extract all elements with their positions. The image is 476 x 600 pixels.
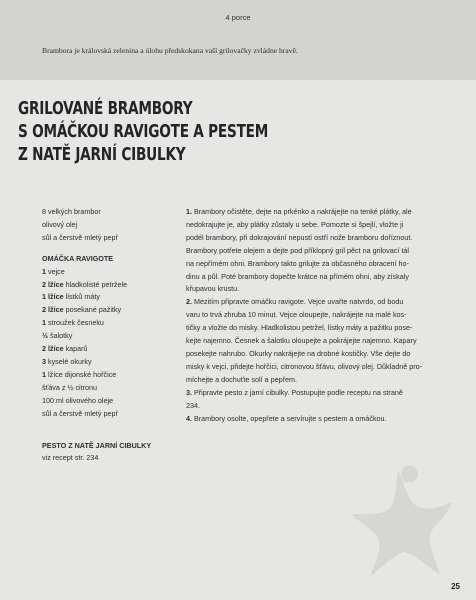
ingredient-name: šalotky <box>48 331 73 341</box>
sauce-section-title: OMÁČKA RAVIGOTE <box>42 253 114 263</box>
ingredient-item: šťáva z ½ citronu <box>42 382 98 392</box>
step-text: varu to trvá zhruba 10 minut. Vejce oloupejte, nakrájejte na malé kos- <box>186 310 407 320</box>
intro-text: Brambora je královská zelenina a úlohu předskokana vaší grilovačky zvládne hravě. <box>42 46 298 55</box>
ingredient-qty: 1 <box>42 369 46 379</box>
pesto-reference: viz recept str. 234 <box>42 453 99 463</box>
step-text: Brambory očistěte, dejte na prkénko a nakrájejte na tenké plátky, ale <box>192 207 412 216</box>
ingredient-item <box>42 330 182 343</box>
step-text: dinu a půl. Poté brambory dopečte krátce na přímém ohni, aby získaly <box>186 271 409 281</box>
step-text: tičky a vložte do misky. Hladkolistou petržel, lístky máty a pažitku pose- <box>186 323 413 333</box>
ingredient-item: 100 ml olivového oleje <box>42 395 114 405</box>
ingredient-item <box>42 317 182 330</box>
ingredient-item: 8 velkých brambor <box>42 207 101 216</box>
ingredient-name: hladkolisté petržele <box>63 279 128 289</box>
ingredient-name: kyselé okurky <box>46 356 92 366</box>
ingredient-qty: 2 lžíce <box>42 344 64 354</box>
recipe-title-line-2: S OMÁČKOU RAVIGOTE A PESTEM <box>18 122 269 142</box>
step-4 <box>186 413 451 426</box>
ingredient-item <box>42 343 182 356</box>
ingredient-item: sůl a čerstvě mletý pepř <box>42 408 118 418</box>
ingredient-item: olivový olej <box>42 219 78 229</box>
ingredient-qty: 2 lžíce <box>42 305 64 315</box>
ingredient-qty: 2 lžíce <box>42 279 64 289</box>
ingredient-item: sůl a čerstvě mletý pepř <box>42 232 118 242</box>
step-number: 2. <box>186 297 192 307</box>
steps-column <box>186 206 451 425</box>
step-text: 234. <box>186 400 200 410</box>
step-text: křupavou krustu. <box>186 284 240 294</box>
step-text: na nepřímém ohni. Brambory takto grilujte za občasného obracení ho- <box>186 258 409 268</box>
ingredient-name: lístků máty <box>63 292 100 302</box>
ingredient-qty: 3 <box>42 356 46 366</box>
step-text: podél brambory, při dokrajování nepustí ostří nože bramboru doříznout. <box>186 232 413 242</box>
ingredient-name: stroužek česneku <box>46 318 104 328</box>
ingredient-qty: ½ <box>42 331 48 341</box>
step-text: posekejte nahrubo. Okurky nakrájejte na drobné kostičky. Vše dejte do <box>186 348 411 358</box>
recipe-title-line-3: Z NATĚ JARNÍ CIBULKY <box>18 145 186 165</box>
step-text: Připravte pesto z jarní cibulky. Postupujte podle receptu na straně <box>192 387 403 397</box>
step-text: Brambory potřete olejem a dejte pod příklopný gril pěct na grilovací tál <box>186 245 409 255</box>
step-text: nedokrajujte je, aby plátky zůstaly u sebe. Pomozte si špejlí, vložte ji <box>186 219 404 229</box>
ingredient-item <box>42 304 182 317</box>
step-text: míchejte a dochuťte solí a pepřem. <box>186 374 297 384</box>
step-2 <box>186 296 451 386</box>
page-header-band <box>0 0 476 80</box>
step-text: Brambory osolte, opepřete a servírujte s pestem a omáčkou. <box>192 413 387 423</box>
step-number: 1. <box>186 207 192 216</box>
step-text: Mezitím připravte omáčku ravigote. Vejce uvařte natvrdo, od bodu <box>192 297 404 307</box>
step-number: 3. <box>186 387 192 397</box>
ingredient-name: lžíce dijonské hořčice <box>46 369 117 379</box>
ingredient-qty: 1 <box>42 266 46 276</box>
ingredient-item <box>42 356 182 369</box>
ingredient-qty: 1 <box>42 318 46 328</box>
ingredient-qty: 1 lžíce <box>42 292 64 302</box>
ingredient-name: posekané pažitky <box>63 305 122 315</box>
servings-label: 4 porce <box>225 13 251 22</box>
ingredient-item <box>42 266 182 279</box>
ingredients-column <box>42 206 182 465</box>
page-number: 25 <box>451 582 460 591</box>
ingredient-name: vejce <box>46 266 65 276</box>
step-number: 4. <box>186 413 192 423</box>
step-1 <box>186 206 451 296</box>
step-text: misky k vejci, přidejte hořčici, citronovou šťávu, olivový olej. Důkladně pro- <box>186 361 422 371</box>
step-text: kejte najemno. Česnek a šalotku oloupejte a pokrájejte najemno. Kapary <box>186 336 417 346</box>
recipe-title-line-1: GRILOVANÉ BRAMBORY <box>18 99 193 119</box>
step-3 <box>186 387 451 413</box>
recipe-title <box>18 98 269 167</box>
ingredient-item <box>42 291 182 304</box>
pesto-section-title: PESTO Z NATĚ JARNÍ CIBULKY <box>42 440 152 450</box>
star-figure-watermark-icon <box>352 462 462 587</box>
ingredient-item <box>42 369 182 382</box>
ingredient-item <box>42 279 182 292</box>
ingredient-name: kaparů <box>63 344 88 354</box>
